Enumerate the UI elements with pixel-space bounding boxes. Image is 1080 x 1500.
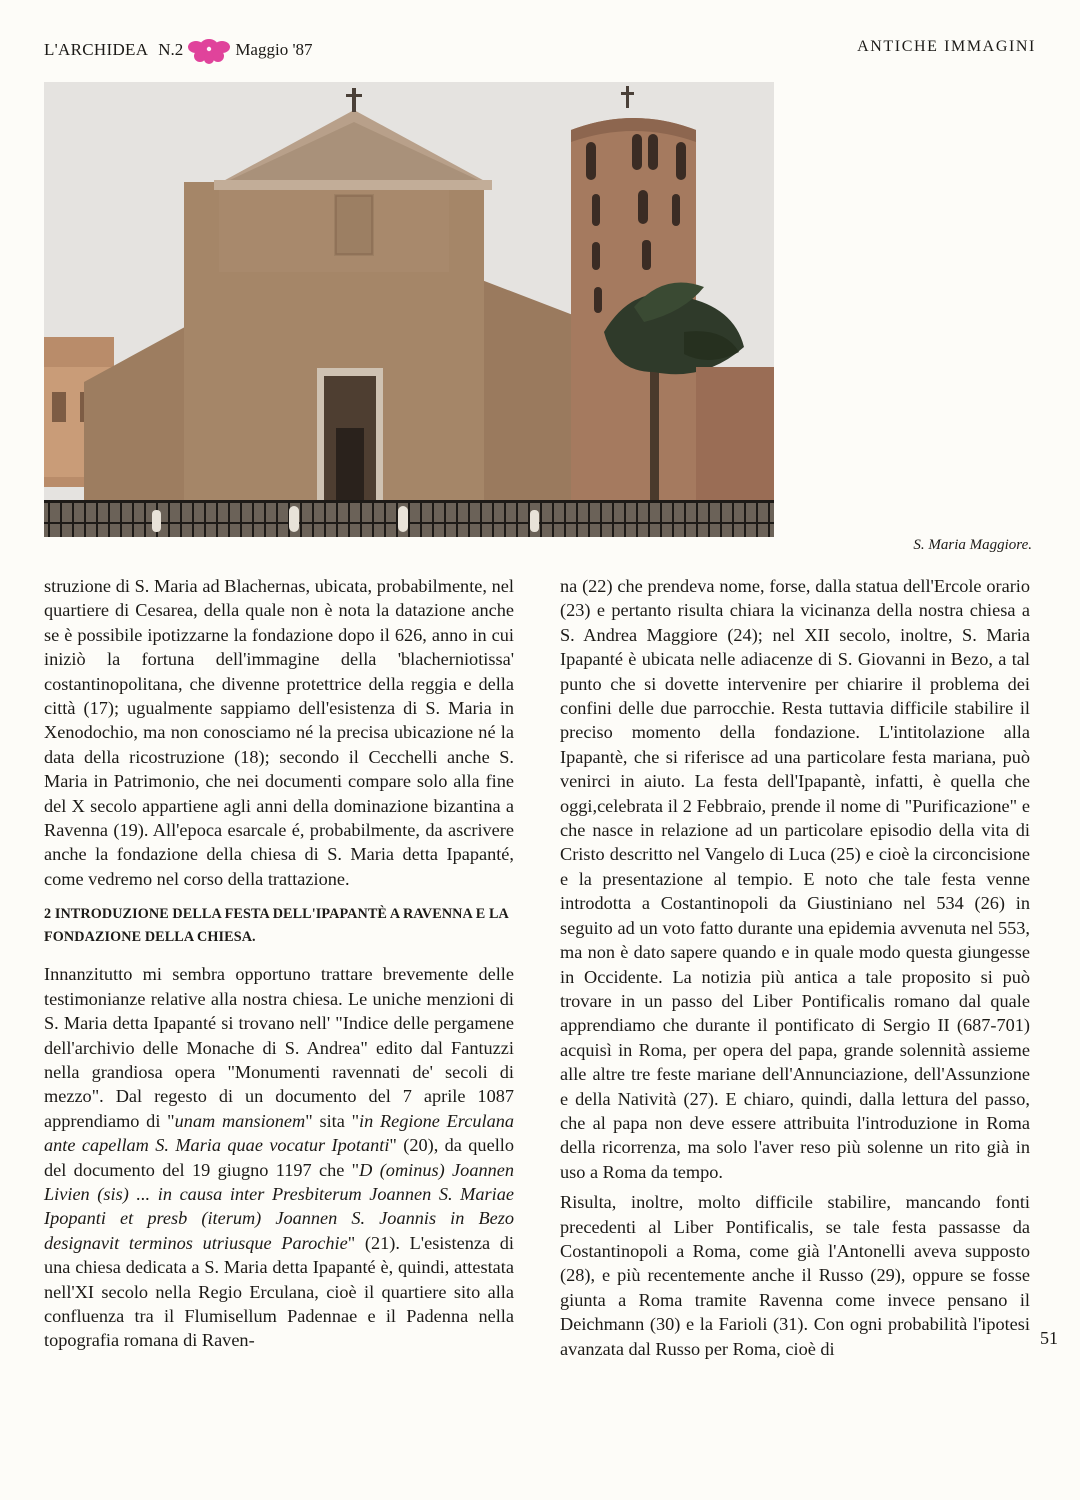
quote-text: D (ominus) Joannen Livien (sis) ... in causa inter Presbiterum Joannen S. Mariae Ipopanti et presb (iterum) Joannen S. Joannis in Bezo designavit terminos utriusque Parochie bbox=[44, 1159, 514, 1253]
page-number: 51 bbox=[1040, 1328, 1058, 1348]
text-run: " (20), da quello del documento del 19 giugno 1197 che " bbox=[44, 1135, 514, 1180]
paragraph: Risulta, inoltre, molto difficile stabilire, mancando fonti precedenti al Liber Pontificalis, se tale festa passasse da Costantinopoli a Roma, come già l'Antonelli aveva supposto (28), e più recentemente anche il Russo (29), oppure se fosse giunta a Roma tramite Ravenna come invece pensano il Deichmann (30) e la Farioli (31). Con ogni probabilità l'ipotesi avanzata dal Russo per Roma, cioè di bbox=[560, 1192, 1030, 1359]
text-run: " (21). L'esistenza di una chiesa dedicata a S. Maria detta Ipapanté è, quindi, attestata nell'XI secolo nella Regio Erculana, cioè il quartiere sito alla confluenza tra il Flumisellum Padennae e il Padenna nella topografia romana di Raven- bbox=[44, 1232, 514, 1351]
right-column bbox=[560, 574, 1030, 1361]
church-photo bbox=[44, 82, 774, 537]
text-run: Innanzitutto mi sembra opportuno trattare brevemente delle testimonianze relative alla nostra chiesa. Le uniche menzioni di S. Maria detta Ipapanté si trovano nell' "Indice delle pergamene dell'archivio delle Monache di S. Andrea" edito dal Fantuzzi nella grandiosa opera "Monumenti ravennati de' secoli di mezzo". Dal regesto di un documento del 7 aprile 1087 apprendiamo di " bbox=[44, 964, 514, 1131]
section-title: ANTICHE IMMAGINI bbox=[857, 38, 1036, 55]
photo-caption: S. Maria Maggiore. bbox=[913, 537, 1032, 553]
quote-text: unam mansionem bbox=[174, 1110, 306, 1131]
paragraph bbox=[44, 962, 514, 1353]
orchid-logo-icon bbox=[187, 36, 231, 64]
page-header bbox=[44, 36, 1036, 64]
masthead bbox=[44, 36, 313, 64]
left-column bbox=[44, 574, 514, 1353]
magazine-name: L'ARCHIDEA bbox=[44, 40, 149, 59]
issue-number: N.2 bbox=[158, 40, 184, 59]
text-run: " sita " bbox=[305, 1110, 360, 1131]
paragraph: na (22) che prendeva nome, forse, dalla statua dell'Ercole orario (23) e pertanto risulta chiara la vicinanza della nostra chiesa a S. Andrea Maggiore (24); nel XII secolo, inoltre, S. Maria Ipapanté è ubicata nelle adiacenze di S. Giovanni in Bezo, a tal punto che si dovette intervenire per chiarire il problema dei confini delle due parrocchie. Resta tuttavia difficile stabilire il preciso momento della fondazione. L'intitolazione alla Ipapantè, che si riferisce ad una particolare festa mariana, può venirci in aiuto. La festa dell'Ipapantè, infatti, è quella che oggi,celebrata il 2 Febbraio, prende il nome di "Purificazione" e che nasce in relazione ad un particolare episodio della vita di Cristo descritto nel Vangelo di Luca (25) e cioè la circoncisione e la presentazione al tempio. E noto che tale festa venne introdotta a Costantinopoli da Giustiniano nel 534 (26) in seguito ad un voto fatto durante una epidemia avvenuta nel 553, ma non è dato sapere quando e in quale modo questa giungesse in Occidente. La notizia più antica a tale proposito si può trovare in un passo del Liber Pontificalis romano dal quale apprendiamo che durante il pontificato di Sergio II (687-701) acquisì in Roma, per opera del papa, grande solennità assieme alle altre tre feste mariane dell'Annunciazione, dell'Assunzione e della Natività (27). E chiaro, quindi, dalla lettura del passo, che al papa non deve essere attribuita l'introduzione in Roma della ricorrenza, ma solo l'aver reso più solenne un rito già in uso a Roma da tempo. bbox=[560, 576, 1030, 1182]
quote-text: in Regione Erculana ante capellam S. Maria quae vocatur Ipotanti bbox=[44, 1110, 515, 1156]
issue-date: Maggio '87 bbox=[235, 40, 313, 59]
paragraph: struzione di S. Maria ad Blachernas, ubicata, probabilmente, nel quartiere di Cesarea, della quale non è nota la datazione anche se è possibile ipotizzarne la fondazione dopo il 626, anno in cui iniziò la fortuna dell'immagine della 'blacherniotissa' costantinopolitana, che divenne protettrice della reggia e della città (17); ugualmente sappiamo dell'esistenza di S. Maria in Xenodochio, ma non conosciamo né la precisa ubicazione né la data della ricostruzione (18); secondo il Cecchelli anche S. Maria in Patrimonio, che nei documenti compare solo alla fine del X secolo appartiene agli anni della dominazione bizantina a Ravenna (19). All'epoca esarcale é, probabilmente, da ascrivere anche la fondazione della chiesa di S. Maria detta Ipapanté, come vedremo nel corso della trattazione. bbox=[44, 576, 514, 889]
section-heading: 2 INTRODUZIONE DELLA FESTA DELL'IPAPANTÈ A RAVENNA E LA FONDAZIONE DELLA CHIESA. bbox=[44, 906, 509, 946]
